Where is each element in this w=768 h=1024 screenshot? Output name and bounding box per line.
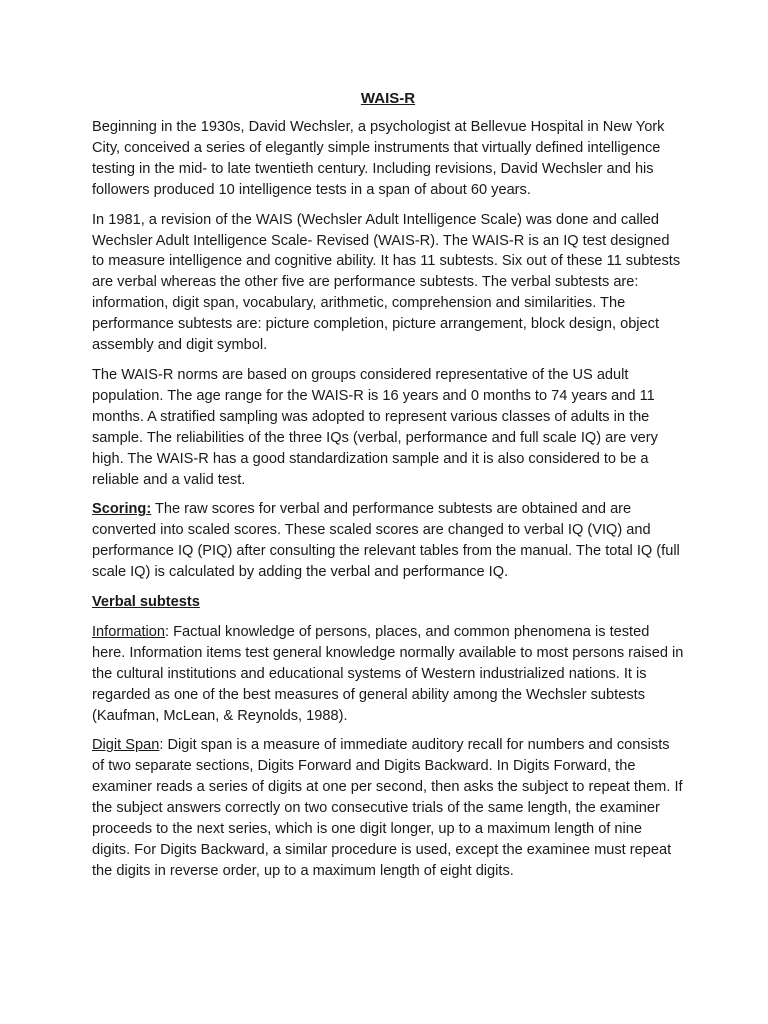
verbal-subtests-heading-paragraph	[92, 592, 684, 613]
information-text: : Factual knowledge of persons, places, and common phenomena is tested here. Information items test general knowledge normally available to most persons raised in the cultural institutions and educational systems of Western industrialized nations. It is regarded as one of the best measures of general ability among the Wechsler subtests (Kaufman, McLean, & Reynolds, 1988).	[92, 623, 684, 724]
document-page	[92, 88, 684, 891]
scoring-text: The raw scores for verbal and performance subtests are obtained and are converted into scaled scores. These scaled scores are changed to verbal IQ (VIQ) and performance IQ (PIQ) after consulting the relevant tables from the manual. The total IQ (full scale IQ) is calculated by adding the verbal and performance IQ.	[92, 501, 680, 581]
intro-paragraph: Beginning in the 1930s, David Wechsler, a psychologist at Bellevue Hospital in New York City, conceived a series of elegantly simple instruments that virtually defined intelligence testing in the mid- to late twentieth century. Including revisions, David Wechsler and his followers produced 10 intelligence tests in a span of about 60 years.	[92, 119, 665, 198]
digit-span-text: : Digit span is a measure of immediate auditory recall for numbers and consists of two separate sections, Digits Forward and Digits Backward. In Digits Forward, the examiner reads a series of digits at one per second, then asks the subject to repeat them. If the subject answers correctly on two consecutive trials of the same length, the examiner proceeds to the next series, which is one digit longer, up to a maximum length of nine digits. For Digits Backward, a similar procedure is used, except the examinee must repeat the digits in reverse order, up to a maximum length of eight digits.	[92, 737, 683, 879]
revision-paragraph: In 1981, a revision of the WAIS (Wechsler Adult Intelligence Scale) was done and called Wechsler Adult Intelligence Scale- Revised (WAIS-R). The WAIS-R is an IQ test designed to measure intelligence and cognitive ability. It has 11 subtests. Six out of these 11 subtests are verbal whereas the other five are performance subtests. The verbal subtests are: information, digit span, vocabulary, arithmetic, comprehension and similarities. The performance subtests are: picture completion, picture arrangement, block design, object assembly and digit symbol.	[92, 211, 681, 354]
scoring-label: Scoring:	[92, 501, 152, 518]
digit-span-label: Digit Span	[92, 737, 160, 754]
document-title: WAIS-R	[360, 90, 416, 107]
scoring-paragraph	[92, 499, 684, 583]
information-label: Information	[92, 623, 166, 640]
norms-paragraph: The WAIS-R norms are based on groups considered representative of the US adult population. The age range for the WAIS-R is 16 years and 0 months to 74 years and 11 months. A stratified sampling was adopted to represent various classes of adults in the sample. The reliabilities of the three IQs (verbal, performance and full scale IQ) are very high. The WAIS-R has a good standardization sample and it is also considered to be a reliable and a valid test.	[92, 366, 658, 488]
digit-span-paragraph	[92, 735, 684, 881]
information-paragraph	[92, 622, 684, 727]
verbal-subtests-heading: Verbal subtests	[92, 594, 200, 611]
